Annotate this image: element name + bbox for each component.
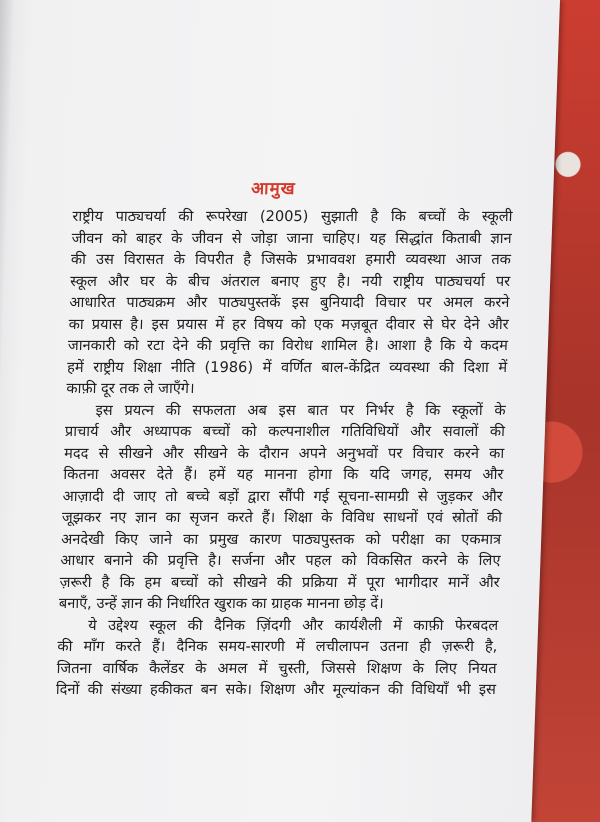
- text-line: जितना वार्षिक कैलेंडर के अमल में चुस्ती, जिससे शिक्षण के लिए नियत: [56, 659, 497, 677]
- text-line: दिनों की संख्या हकीकत बन सके। शिक्षण और मूल्यांकन की विधियाँ भी इस: [55, 681, 497, 698]
- text-line: जानकारी को रटा देने की प्रवृत्ति का विरोध शामिल है। आशा है कि ये कदम: [67, 337, 509, 354]
- text-line: की माँग करते हैं। दैनिक समय-सारणी में लचीलापन उतना ही ज़रूरी है,: [57, 638, 498, 655]
- text-line: अनदेखी किए जाने का प्रमुख कारण पाठ्यपुस्तक को परीक्षा का एकमात्र: [60, 530, 502, 548]
- text-line: मदद से सीखने और सीखने के दौरान अपने अनुभवों पर विचार करने का: [63, 444, 505, 462]
- text-line: कितना अवसर देते हैं। हमें यह मानना होगा कि यदि जगह, समय और: [63, 466, 504, 483]
- page-heading: आमुख: [250, 179, 296, 199]
- page-spine: [0, 0, 14, 822]
- body-text: [56, 206, 513, 701]
- text-line: की उस विरासत के विपरीत है जिसके प्रभाववश हमारी व्यवस्था आज तक: [70, 251, 512, 268]
- paragraph-3: [56, 615, 499, 701]
- text-line: आज़ादी दी जाए तो बच्चे बड़ों द्वारा सौंपी गई सूचना-सामग्री से जुड़कर और: [62, 487, 503, 505]
- text-line: जीवन को बाहर के जीवन से जोड़ा जाना चाहिए। यह सिद्धांत किताबी ज्ञान: [71, 229, 512, 247]
- text-line: स्कूल और घर के बीच अंतराल बनाए हुए है। नयी राष्ट्रीय पाठ्यचर्या पर: [69, 272, 511, 290]
- paragraph-2: [59, 400, 507, 615]
- text-line: आधार बनाने की प्रवृत्ति है। सर्जना और पहल को विकसित करने के लिए: [60, 552, 501, 569]
- paragraph-1: [66, 206, 513, 400]
- text-line: राष्ट्रीय पाठ्यचर्या की रूपरेखा (2005) सुझाती है कि बच्चों के स्कूली: [72, 208, 513, 225]
- text-line: बनाएँ, उन्हें ज्ञान की निर्धारित खुराक का ग्राहक मानना छोड़ दें।: [58, 595, 385, 612]
- text-line: हमें राष्ट्रीय शिक्षा नीति (1986) में वर्णित बाल-केंद्रित व्यवस्था की दिशा में: [66, 358, 508, 376]
- text-line: जूझकर नए ज्ञान का सृजन करते हैं। शिक्षा के विविध साधनों एवं स्रोतों की: [61, 509, 503, 526]
- text-line: इस प्रयत्न की सफलता अब इस बात पर निर्भर है कि स्कूलों के: [95, 401, 506, 419]
- text-line: प्राचार्य और अध्यापक बच्चों को कल्पनाशील गतिविधियों और सवालों की: [64, 423, 506, 440]
- text-line: काफ़ी दूर तक ले जाएँगे।: [66, 380, 195, 397]
- text-line: आधारित पाठ्यक्रम और पाठ्यपुस्तकें इस बुनियादी विचार पर अमल करने: [69, 294, 510, 311]
- text-line: ज़रूरी है कि हम बच्चों को सीखने की प्रक्रिया में पूरा भागीदार मानें और: [59, 573, 500, 591]
- text-line: का प्रयास है। इस प्रयास में हर विषय को एक मज़बूत दीवार से घेर देने और: [68, 315, 509, 333]
- text-line: ये उद्देश्य स्कूल की दैनिक ज़िंदगी और कार्यशैली में काफ़ी फेरबदल: [87, 616, 499, 634]
